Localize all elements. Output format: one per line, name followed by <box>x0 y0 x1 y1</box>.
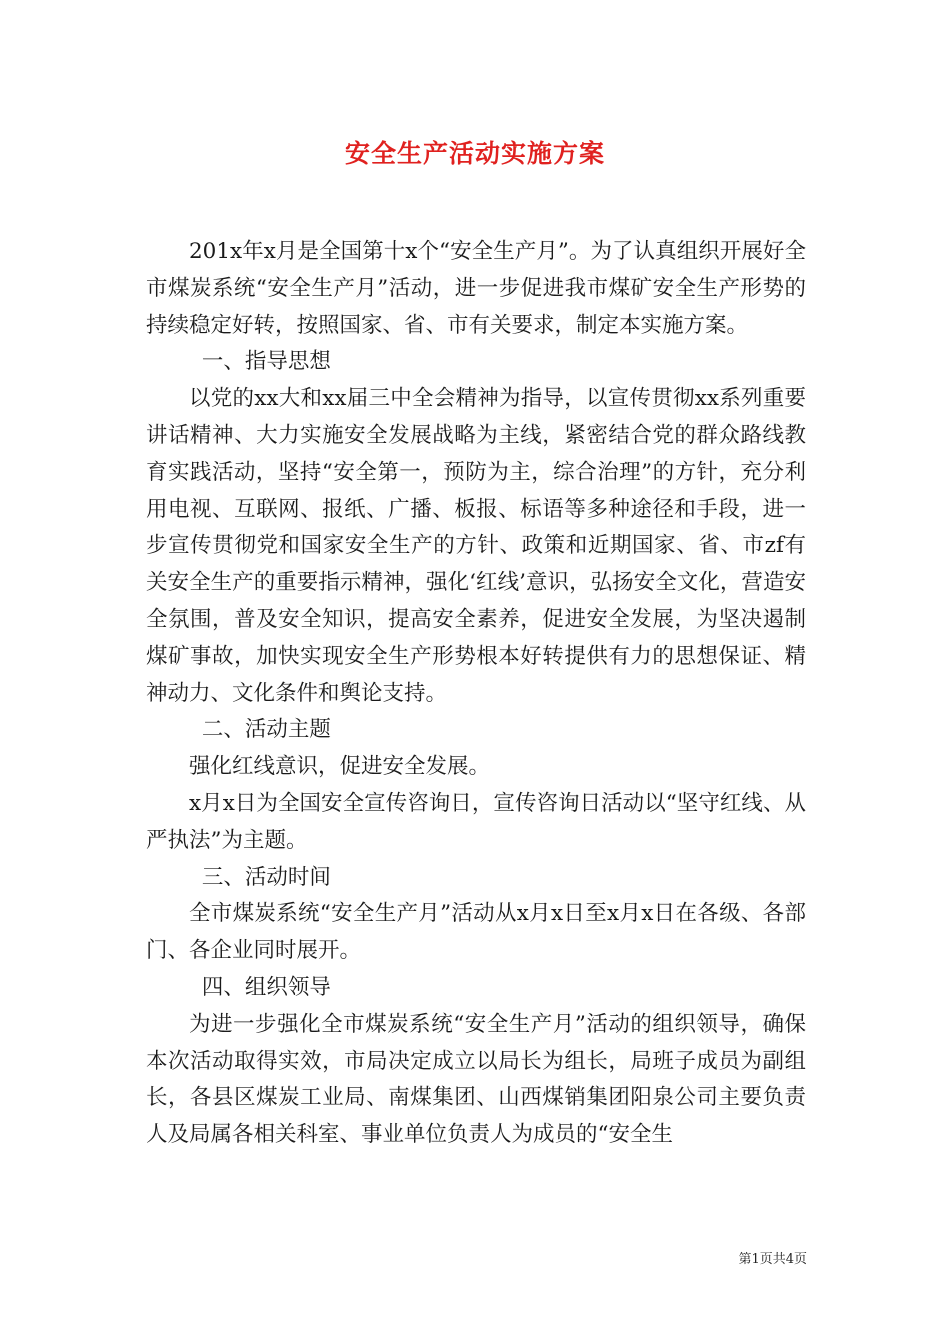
document-body <box>146 234 806 1154</box>
intro-paragraph: 201x年x月是全国第十x个“安全生产月”。为了认真组织开展好全市煤炭系统“安全生产月”活动，进一步促进我市煤矿安全生产形势的持续稳定好转，按照国家、省、市有关要求，制定本实施方案。 <box>146 239 806 338</box>
consultation-day-paragraph: x月x日为全国安全宣传咨询日，宣传咨询日活动以“坚守红线、从严执法”为主题。 <box>146 790 806 853</box>
section-heading-organization: 四、组织领导 <box>201 974 331 1000</box>
activity-theme-paragraph: 强化红线意识，促进安全发展。 <box>189 754 491 780</box>
section-heading-guiding-ideology: 一、指导思想 <box>201 349 331 375</box>
organization-paragraph: 为进一步强化全市煤炭系统“安全生产月”活动的组织领导，确保本次活动取得实效，市局决定成立以局长为组长，局班子成员为副组长，各县区煤炭工业局、南煤集团、山西煤销集团阳泉公司主要负责人及局属各相关科室、事业单位负责人为成员的“安全生 <box>146 1011 806 1148</box>
document-title: 安全生产活动实施方案 <box>344 139 605 168</box>
guiding-ideology-paragraph: 以党的xx大和xx届三中全会精神为指导，以宣传贯彻xx系列重要讲话精神、大力实施安全发展战略为主线，紧密结合党的群众路线教育实践活动，坚持“安全第一，预防为主，综合治理”的方针，充分利用电视、互联网、报纸、广播、板报、标语等多种途径和手段，进一步宣传贯彻党和国家安全生产的方针、政策和近期国家、省、市zf有关安全生产的重要指示精神，强化‘红线’意识，弘扬安全文化，营造安全氛围，普及安全知识，提高安全素养，促进安全发展，为坚决遏制煤矿事故，加快实现安全生产形势根本好转提供有力的思想保证、精神动力、文化条件和舆论支持。 <box>146 386 806 706</box>
section-heading-activity-theme: 二、活动主题 <box>201 717 331 743</box>
section-heading-activity-time: 三、活动时间 <box>201 864 331 890</box>
activity-time-paragraph: 全市煤炭系统“安全生产月”活动从x月x日至x月x日在各级、各部门、各企业同时展开。 <box>146 901 806 964</box>
page-number: 第1页共4页 <box>738 1252 807 1267</box>
